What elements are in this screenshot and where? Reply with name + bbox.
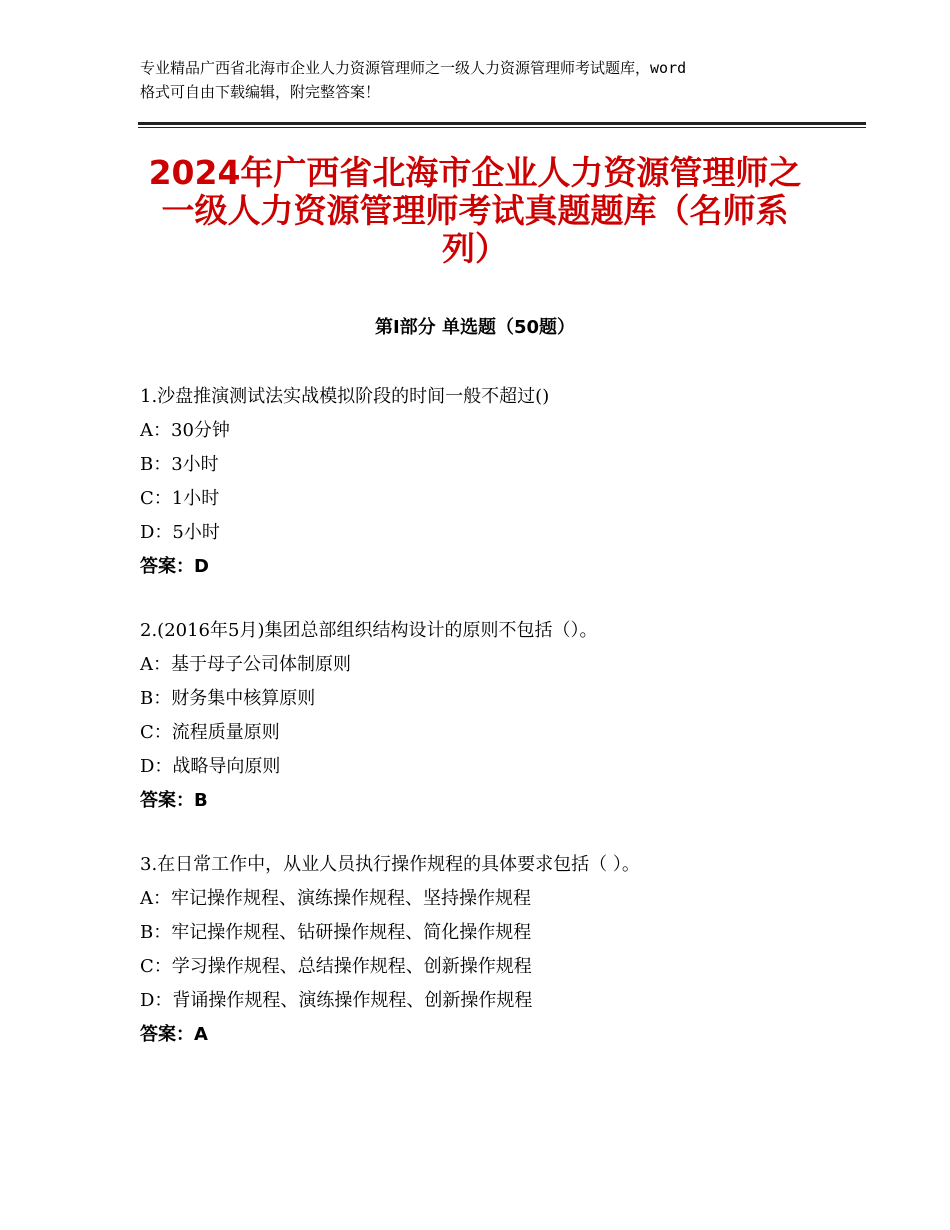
question-stem: 1.沙盘推演测试法实战模拟阶段的时间一般不超过(): [140, 386, 550, 407]
question-3: [140, 848, 860, 1052]
answer: 答案：A: [140, 1024, 208, 1045]
question-stem: 3.在日常工作中，从业人员执行操作规程的具体要求包括（ ）。: [140, 854, 640, 875]
header-note-line-1: 专业精品广西省北海市企业人力资源管理师之一级人力资源管理师考试题库，word: [140, 59, 687, 77]
option-a: A：基于母子公司体制原则: [140, 654, 351, 675]
option-a: A：牢记操作规程、演练操作规程、坚持操作规程: [140, 888, 531, 909]
option-b: B：牢记操作规程、钻研操作规程、简化操作规程: [140, 922, 532, 943]
option-d: D：5小时: [140, 522, 220, 543]
document-title-line-3: 列）: [442, 229, 508, 268]
question-1: [140, 380, 860, 584]
option-d: D：战略导向原则: [140, 756, 281, 777]
document-title-line-2: 一级人力资源管理师考试真题题库（名师系: [161, 191, 789, 230]
section-title: 第Ⅰ部分 单选题（50题）: [374, 317, 575, 338]
option-b: B：财务集中核算原则: [140, 688, 316, 709]
option-c: C：流程质量原则: [140, 722, 280, 743]
option-c: C：学习操作规程、总结操作规程、创新操作规程: [140, 956, 532, 977]
answer: 答案：B: [140, 790, 208, 811]
header-divider-thin: [138, 127, 866, 128]
question-list: [140, 380, 860, 1082]
question-2: [140, 614, 860, 818]
header-note-line-2: 格式可自由下载编辑，附完整答案！: [140, 83, 381, 101]
option-a: A：30分钟: [140, 420, 230, 441]
document-title: [130, 154, 820, 268]
header-divider-thick: [138, 122, 866, 125]
option-c: C：1小时: [140, 488, 220, 509]
question-stem: 2.(2016年5月)集团总部组织结构设计的原则不包括（）。: [140, 620, 598, 641]
header-note: [140, 56, 840, 104]
document-title-line-1: 2024年广西省北海市企业人力资源管理师之: [148, 153, 802, 192]
option-b: B：3小时: [140, 454, 219, 475]
answer: 答案：D: [140, 556, 209, 577]
option-d: D：背诵操作规程、演练操作规程、创新操作规程: [140, 990, 533, 1011]
